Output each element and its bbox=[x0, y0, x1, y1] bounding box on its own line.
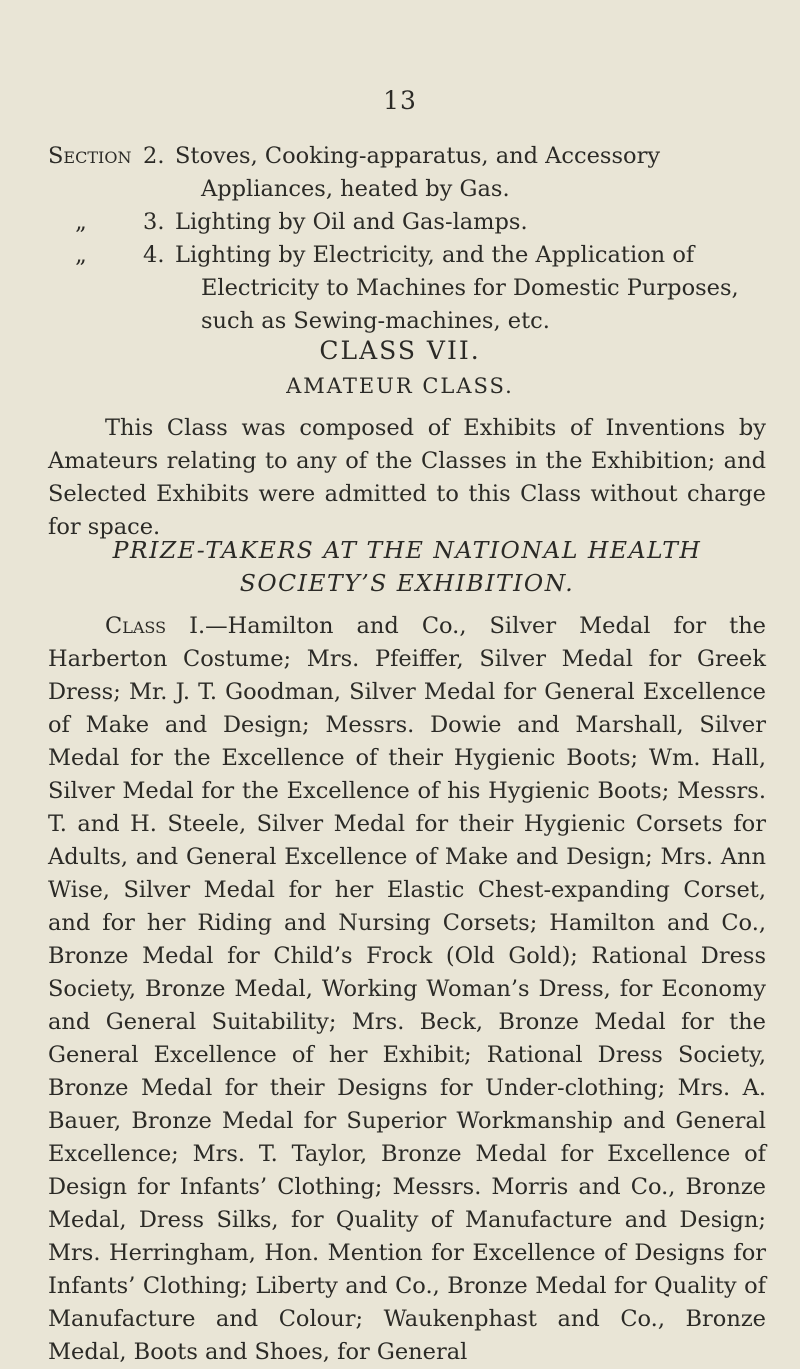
section-text: Lighting by Electricity, and the Application of Electricity to Machines for Domestic Purposes, such as Sewing-machines, etc. bbox=[175, 242, 739, 334]
ditto-mark: „ bbox=[75, 242, 87, 268]
prize-takers-body: —Hamilton and Co., Silver Medal for the Harberton Costume; Mrs. Pfeiffer, Silver Medal for Greek Dress; Mr. J. T. Goodman, Silver Medal for General Excellence of Make and Design; Messrs. Dowie and Marshall, Silver Medal for the Excellence of their Hygienic Boots; Wm. Hall, Silver Medal for the Excellence of his Hygienic Boots; Messrs. T. and H. Steele, Silver Medal for their Hygienic Corsets for Adults, and General Excellence of Make and Design; Mrs. Ann Wise, Silver Medal for her Elastic Chest-expanding Corset, and for her Riding and Nursing Corsets; Hamilton and Co., Bronze Medal for Child’s Frock (Old Gold); Rational Dress Society, Bronze Medal, Working Woman’s Dress, for Economy and General Suitability; Mrs. Beck, Bronze Medal for the General Excellence of her Exhibit; Rational Dress Society, Bronze Medal for their Designs for Under-clothing; Mrs. A. Bauer, Bronze Medal for Superior Workmanship and General Excellence; Mrs. T. Taylor, Bronze Medal for Excellence of Design for Infants’ Clothing; Messrs. Morris and Co., Bronze Medal, Dress Silks, for Quality of Manufacture and Design; Mrs. Herringham, Hon. Mention for Excellence of Designs for Infants’ Clothing; Liberty and Co., Bronze Medal for Quality of Manufacture and Colour; Waukenphast and Co., Bronze Medal, Boots and Shoes, for General bbox=[48, 613, 767, 1365]
section-label: Section bbox=[48, 143, 132, 169]
section-item bbox=[48, 140, 768, 206]
page-number: 13 bbox=[383, 86, 417, 115]
class-subheading: AMATEUR CLASS. bbox=[286, 374, 514, 398]
prize-takers-heading bbox=[48, 534, 766, 600]
section-list bbox=[48, 140, 768, 338]
class-heading: CLASS VII. bbox=[319, 336, 481, 365]
section-text: Lighting by Oil and Gas-lamps. bbox=[175, 209, 528, 235]
prize-heading-line-2: SOCIETY’S EXHIBITION. bbox=[239, 569, 575, 597]
section-number: 3. bbox=[143, 209, 165, 235]
class-lead-label: Class bbox=[105, 613, 167, 639]
amateur-class-paragraph: This Class was composed of Exhibits of Inventions by Amateurs relating to any of the Classes in the Exhibition; and Selected Exhibits were admitted to this Class without charge for space. bbox=[48, 415, 766, 540]
section-item bbox=[48, 239, 768, 338]
section-item bbox=[48, 206, 768, 239]
section-text: Stoves, Cooking-apparatus, and Accessory Appliances, heated by Gas. bbox=[175, 143, 661, 202]
prize-takers-paragraph bbox=[48, 610, 766, 1369]
section-number: 2. bbox=[143, 143, 165, 169]
prize-heading-line-1: PRIZE-TAKERS AT THE NATIONAL HEALTH bbox=[112, 536, 702, 564]
section-number: 4. bbox=[143, 242, 165, 268]
ditto-mark: „ bbox=[75, 209, 87, 235]
class-lead-number: I. bbox=[189, 613, 206, 639]
